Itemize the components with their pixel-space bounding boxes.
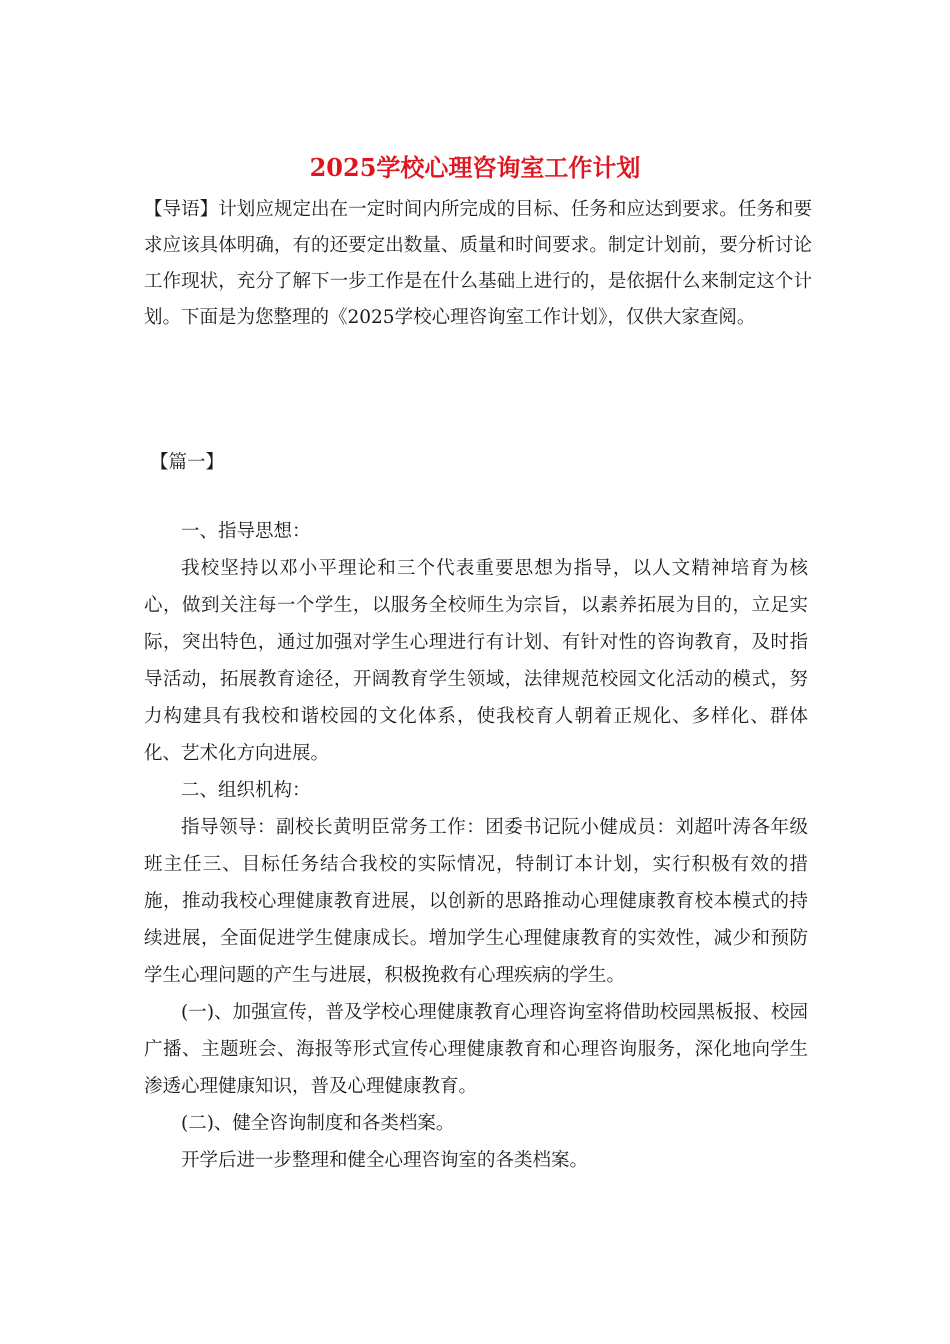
paragraph-organization: 指导领导：副校长黄明臣常务工作：团委书记阮小健成员：刘超叶涛各年级班主任三、目标任务结合我校的实际情况，特制订本计划，实行积极有效的措施，推动我校心理健康教育进展，以创新的思路推动心理健康教育校本模式的持续进展，全面促进学生健康成长。增加学生心理健康教育的实效性，减少和预防学生心理问题的产生与进展，积极挽救有心理疾病的学生。	[144, 817, 808, 986]
heading-organization: 二、组织机构：	[181, 780, 311, 801]
intro-paragraph: 【导语】计划应规定出在一定时间内所完成的目标、任务和应达到要求。任务和要求应该具体明确，有的还要定出数量、质量和时间要求。制定计划前，要分析讨论工作现状，充分了解下一步工作是在什么基础上进行的，是依据什么来制定这个计划。下面是为您整理的《2025学校心理咨询室工作计划》，仅供大家查阅。	[144, 199, 812, 328]
body-text	[144, 513, 808, 1179]
document-title: 2025学校心理咨询室工作计划	[309, 153, 641, 182]
paragraph-publicity: (一)、加强宣传，普及学校心理健康教育心理咨询室将借助校园黑板报、校园广播、主题班会、海报等形式宣传心理健康教育和心理咨询服务，深化地向学生渗透心理健康知识，普及心理健康教育。	[144, 1002, 808, 1097]
paragraph-archives: 开学后进一步整理和健全心理咨询室的各类档案。	[181, 1150, 589, 1171]
paragraph-guiding-ideology: 我校坚持以邓小平理论和三个代表重要思想为指导，以人文精神培育为核心，做到关注每一个学生，以服务全校师生为宗旨，以素养拓展为目的，立足实际，突出特色，通过加强对学生心理进行有计划、有针对性的咨询教育，及时指导活动，拓展教育途径，开阔教育学生领域，法律规范校园文化活动的模式，努力构建具有我校和谐校园的文化体系，使我校育人朝着正规化、多样化、群体化、艺术化方向进展。	[144, 558, 808, 764]
heading-archives: (二)、健全咨询制度和各类档案。	[181, 1113, 455, 1134]
heading-guiding-ideology: 一、指导思想：	[181, 521, 311, 542]
section-label: 【篇一】	[150, 452, 225, 473]
